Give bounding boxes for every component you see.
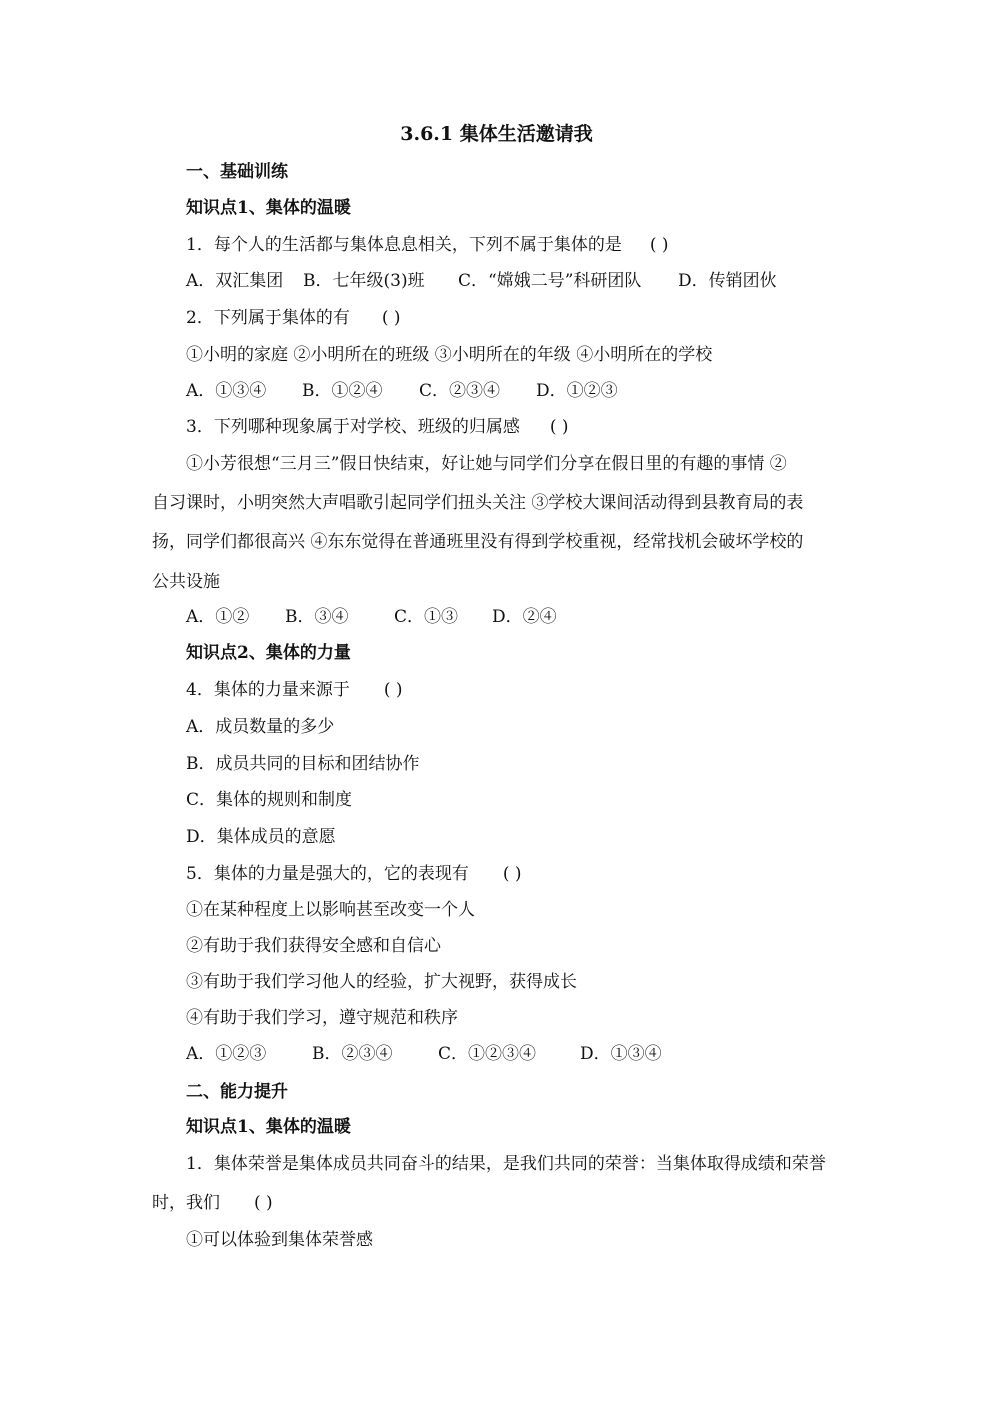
question-1-options [186,269,777,293]
question-3-text-line: ①小芳很想“三月三”假日快结束，好让她与同学们分享在假日里的有趣的事情 ② [186,454,787,474]
option-c: C．“嫦娥二号”科研团队 [458,271,642,291]
option-c: C．②③④ [419,381,501,401]
answer-blank: ( ) [383,680,403,700]
question-3-options [186,605,557,629]
answer-blank: ( ) [649,235,669,255]
question-2-items: ①小明的家庭 ②小明所在的班级 ③小明所在的年级 ④小明所在的学校 [186,345,713,365]
option-b: B．②③④ [312,1044,393,1064]
question-5-options [186,1042,662,1066]
knowledge-point-heading: 知识点2、集体的力量 [186,643,351,663]
option-c: C．集体的规则和制度 [186,790,353,810]
option-a: A．①②③ [186,1044,267,1064]
question-4 [186,678,403,702]
question-stem: 2．下列属于集体的有 [186,308,350,328]
option-b: B．③④ [285,607,349,627]
option-b: B．①②④ [302,381,383,401]
question-3-text-line: 自习课时，小明突然大声唱歌引起同学们扭头关注 ③学校大课间活动得到县教育局的表 [152,493,804,513]
option-d: D．①②③ [536,381,618,401]
knowledge-point-heading: 知识点1、集体的温暖 [186,1117,351,1137]
option-d: D．①③④ [580,1044,662,1064]
question-5 [186,862,522,886]
option-c: C．①②③④ [438,1044,537,1064]
question-5-item: ③有助于我们学习他人的经验，扩大视野，获得成长 [186,972,577,992]
section-heading-basic: 一、基础训练 [186,162,288,182]
option-c: C．①③ [394,607,459,627]
question-stem: 3．下列哪种现象属于对学校、班级的归属感 [186,417,520,437]
answer-blank: ( ) [549,417,569,437]
knowledge-point-heading: 知识点1、集体的温暖 [186,198,351,218]
option-b: B．七年级(3)班 [303,271,425,291]
question-ability-1: 1．集体荣誉是集体成员共同奋斗的结果，是我们共同的荣誉：当集体取得成绩和荣誉 [186,1154,826,1174]
question-3-text-line: 扬，同学们都很高兴 ④东东觉得在普通班里没有得到学校重视，经常找机会破坏学校的 [152,532,804,552]
section-heading-advanced: 二、能力提升 [186,1082,288,1102]
option-b: B．成员共同的目标和团结协作 [186,754,420,774]
question-stem: 4．集体的力量来源于 [186,680,350,700]
question-stem: 1．每个人的生活都与集体息息相关，下列不属于集体的是 [186,235,622,255]
question-stem: 5．集体的力量是强大的，它的表现有 [186,864,469,884]
option-d: D．②④ [492,607,557,627]
answer-blank: ( ) [502,864,522,884]
option-a: A．双汇集团 [186,271,284,291]
question-3-text-line: 公共设施 [152,572,220,592]
answer-blank: ( ) [381,308,401,328]
question-5-item: ④有助于我们学习，遵守规范和秩序 [186,1008,458,1028]
answer-blank: ( ) [254,1193,273,1213]
option-d: D．传销团伙 [678,271,777,291]
question-2 [186,306,401,330]
question-ability-1-continuation: 时，我们 ( ) [152,1193,273,1213]
option-a: A．①② [186,607,250,627]
option-a: A．成员数量的多少 [186,717,335,737]
option-a: A．①③④ [186,381,267,401]
option-d: D．集体成员的意愿 [186,827,336,847]
question-2-options [186,379,618,403]
question-ability-1-item: ①可以体验到集体荣誉感 [186,1230,373,1250]
question-3 [186,415,569,439]
question-5-item: ②有助于我们获得安全感和自信心 [186,936,441,956]
question-5-item: ①在某种程度上以影响甚至改变一个人 [186,900,475,920]
page-title: 3.6.1 集体生活邀请我 [400,123,593,145]
question-1 [186,233,669,257]
